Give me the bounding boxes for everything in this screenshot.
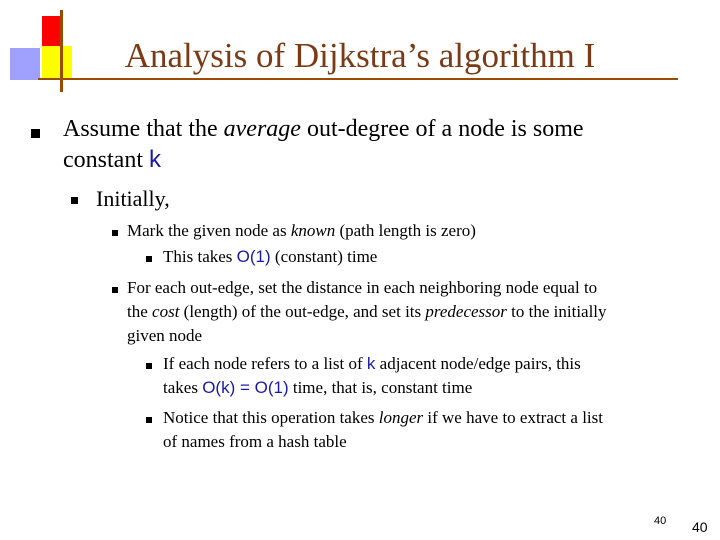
- text: to the initially: [506, 302, 607, 321]
- text: out-degree of a node is some: [300, 116, 584, 142]
- text: (constant) time: [270, 247, 378, 266]
- bullet-square-icon: [112, 287, 118, 293]
- bullet-square-icon: [146, 256, 152, 262]
- point-k-pairs-line2: [163, 378, 472, 398]
- point-o1-time: [163, 247, 377, 267]
- text: time, that is, constant time: [288, 378, 473, 397]
- emphasis: cost: [152, 302, 180, 321]
- title-underline: [38, 78, 678, 80]
- text: Mark the given node as: [127, 221, 291, 240]
- point-out-edge-line3: given node: [127, 326, 203, 345]
- text: if we have to extract a list: [423, 408, 603, 427]
- bullet-square-icon: [71, 197, 78, 204]
- point-out-edge-line1: For each out-edge, set the distance in each neighboring node equal to: [127, 278, 598, 297]
- text: (length) of the out-edge, and set its: [179, 302, 426, 321]
- slide-title: Analysis of Dijkstra’s algorithm I: [124, 36, 596, 75]
- bullet-square-icon: [146, 417, 152, 423]
- point-initially: Initially,: [96, 186, 170, 211]
- text: Assume that the: [63, 116, 224, 142]
- code-k: k: [366, 354, 376, 373]
- bullet-square-icon: [31, 129, 40, 138]
- emphasis: average: [223, 116, 301, 142]
- point-hash-table-line1: [163, 408, 603, 428]
- point-mark-known: [127, 221, 476, 241]
- text: the: [127, 302, 153, 321]
- code-k: k: [148, 146, 161, 173]
- text: (path length is zero): [335, 221, 476, 240]
- point-hash-table-line2: of names from a hash table: [163, 432, 347, 451]
- text: This takes: [163, 247, 237, 266]
- page-number-inner: 40: [654, 515, 667, 527]
- emphasis: predecessor: [425, 302, 507, 321]
- text: constant: [63, 147, 149, 173]
- point-average-outdegree: [63, 116, 584, 143]
- page-number-outer: 40: [692, 519, 708, 535]
- text: If each node refers to a list of: [163, 354, 367, 373]
- emphasis: longer: [378, 408, 424, 427]
- code-o1: O(1): [236, 247, 271, 266]
- point-k-pairs-line1: [163, 354, 581, 374]
- text: adjacent node/edge pairs, this: [375, 354, 581, 373]
- code-ok-o1: O(k) = O(1): [202, 378, 289, 397]
- text: Notice that this operation takes: [163, 408, 379, 427]
- text: takes: [163, 378, 203, 397]
- point-out-edge-line2: [127, 302, 607, 322]
- bullet-square-icon: [112, 230, 118, 236]
- point-average-outdegree-cont: [63, 146, 161, 174]
- emphasis: known: [290, 221, 336, 240]
- bullet-square-icon: [146, 363, 152, 369]
